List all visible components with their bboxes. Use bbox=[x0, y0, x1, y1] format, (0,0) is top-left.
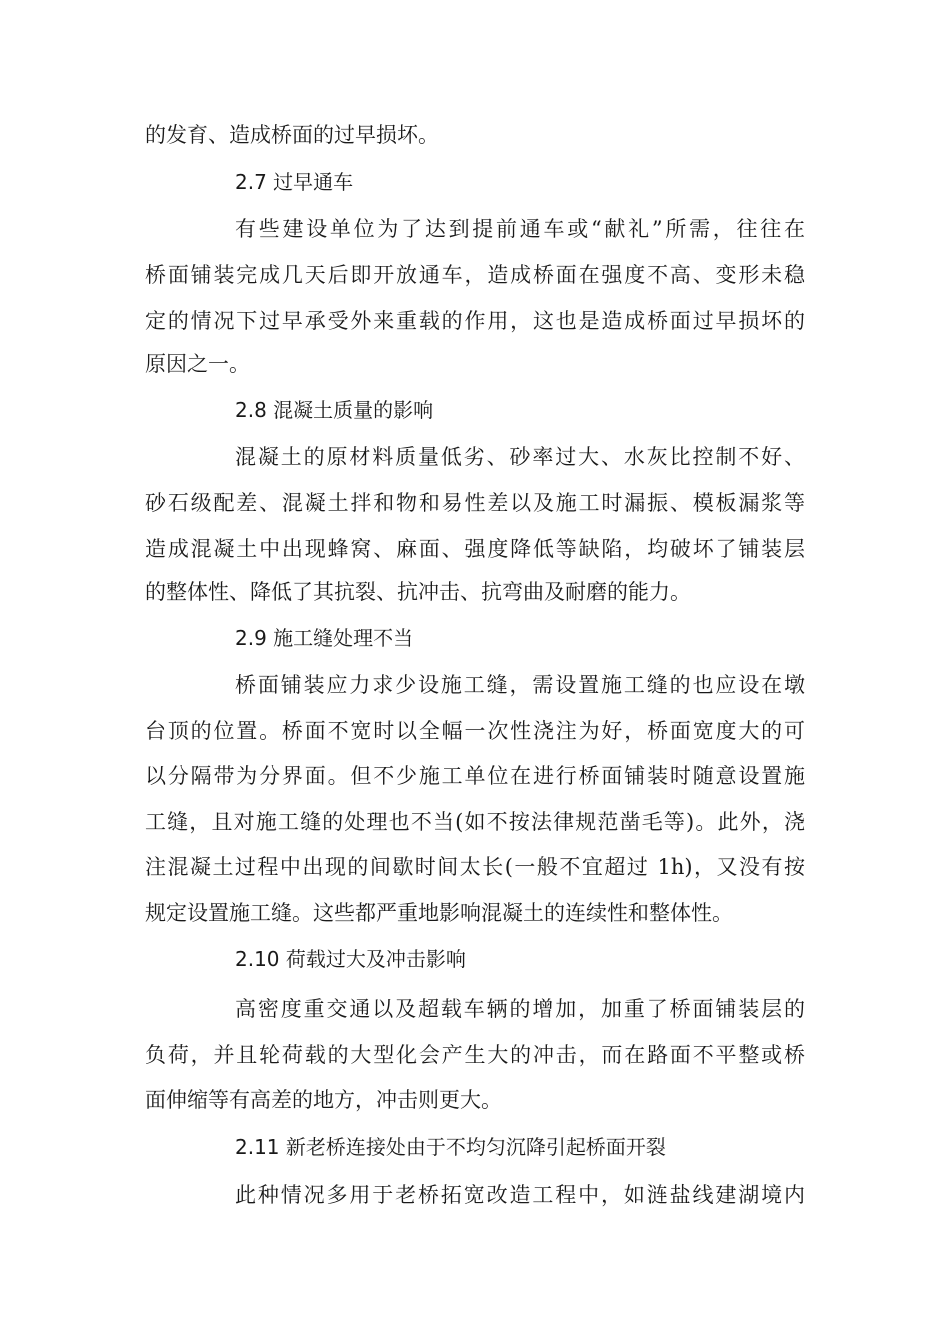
text-line: 定的情况下过早承受外来重载的作用，这也是造成桥面过早损坏的 bbox=[145, 309, 805, 333]
text-line: 规定设置施工缝。这些都严重地影响混凝土的连续性和整体性。 bbox=[145, 901, 733, 925]
text-line: 混凝土的原材料质量低劣、砂率过大、水灰比控制不好、 bbox=[235, 445, 805, 469]
section-heading-2-11: 2.11 新老桥连接处由于不均匀沉降引起桥面开裂 bbox=[235, 1135, 666, 1159]
text-line: 桥面铺装应力求少设施工缝，需设置施工缝的也应设在墩 bbox=[235, 673, 805, 697]
text-line: 以分隔带为分界面。但不少施工单位在进行桥面铺装时随意设置施 bbox=[145, 764, 805, 788]
text-line: 台顶的位置。桥面不宽时以全幅一次性浇注为好，桥面宽度大的可 bbox=[145, 719, 805, 743]
text-line: 有些建设单位为了达到提前通车或“献礼”所需，往往在 bbox=[235, 217, 805, 241]
text-line: 此种情况多用于老桥拓宽改造工程中，如涟盐线建湖境内 bbox=[235, 1183, 805, 1207]
text-line: 造成混凝土中出现蜂窝、麻面、强度降低等缺陷，均破坏了铺装层 bbox=[145, 537, 805, 561]
text-line: 注混凝土过程中出现的间歇时间太长(一般不宜超过 1h)，又没有按 bbox=[145, 855, 805, 879]
section-heading-2-7: 2.7 过早通车 bbox=[235, 170, 354, 194]
section-heading-2-9: 2.9 施工缝处理不当 bbox=[235, 626, 414, 650]
text-line: 面伸缩等有高差的地方，冲击则更大。 bbox=[145, 1088, 502, 1112]
text-line: 的整体性、降低了其抗裂、抗冲击、抗弯曲及耐磨的能力。 bbox=[145, 580, 691, 604]
text-line: 的发育、造成桥面的过早损坏。 bbox=[145, 123, 439, 147]
text-line: 高密度重交通以及超载车辆的增加，加重了桥面铺装层的 bbox=[235, 997, 805, 1021]
text-line: 原因之一。 bbox=[145, 352, 250, 376]
text-line: 负荷，并且轮荷载的大型化会产生大的冲击，而在路面不平整或桥 bbox=[145, 1043, 805, 1067]
text-line: 工缝，且对施工缝的处理也不当(如不按法律规范凿毛等)。此外，浇 bbox=[145, 810, 805, 834]
section-heading-2-10: 2.10 荷载过大及冲击影响 bbox=[235, 947, 466, 971]
text-line: 砂石级配差、混凝土拌和物和易性差以及施工时漏振、模板漏浆等 bbox=[145, 491, 805, 515]
section-heading-2-8: 2.8 混凝土质量的影响 bbox=[235, 398, 434, 422]
text-line: 桥面铺装完成几天后即开放通车，造成桥面在强度不高、变形未稳 bbox=[145, 263, 805, 287]
